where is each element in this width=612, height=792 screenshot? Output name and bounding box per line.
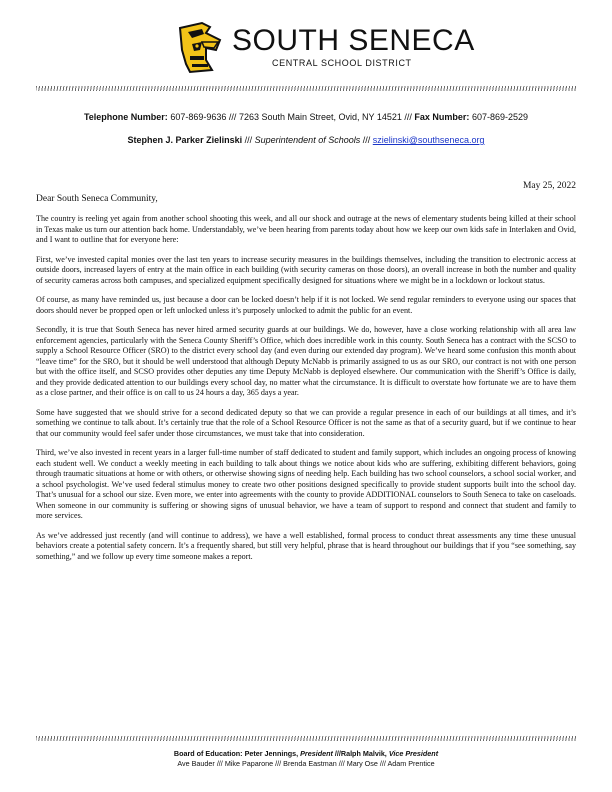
board-members-line	[0, 759, 612, 768]
president-title: President	[300, 749, 333, 758]
address: 7263 South Main Street, Ovid, NY 14521	[238, 112, 402, 122]
telephone-number: 607-869-9636	[170, 112, 227, 122]
board-label: Board of Education:	[173, 749, 243, 758]
letter-date: May 25, 2022	[522, 181, 576, 191]
separator: ///	[362, 135, 371, 145]
letter-body	[36, 214, 576, 571]
separator: ///	[275, 759, 282, 768]
letter-paragraph: First, we’ve invested capital monies over the last ten years to increase security measures in the buildings themselves, including the transition to electronic access at outside doors, increased layers of entry at the main office in each building (with security cameras on those doors), an overall increase in both the number and quality of security cameras across both campuses, and specialized equipment specifically designed for situations where we might be in a lockdown or lockout status.	[36, 254, 576, 285]
board-member: Mike Paparone	[224, 759, 274, 768]
superintendent-line	[0, 135, 612, 145]
separator: ///	[228, 112, 237, 122]
footer-divider	[36, 736, 576, 741]
letter-paragraph: Of course, as many have reminded us, just because a door can be locked doesn’t help if it is not locked. We send regular reminders to everyone using our spaces that doors should never be propped open or left unlocked unless it’s purposely unlocked to admit the public for an event.	[36, 295, 576, 315]
board-member: Brenda Eastman	[283, 759, 337, 768]
superintendent-email-link[interactable]: szielinski@southseneca.org	[372, 135, 485, 145]
fax-number: 607-869-2529	[471, 112, 529, 122]
vice-president-name: Ralph Malvik,	[340, 749, 387, 758]
district-subtitle: CENTRAL SCHOOL DISTRICT	[272, 58, 412, 68]
board-member: Ave Bauder	[177, 759, 215, 768]
superintendent-name: Stephen J. Parker Zielinski	[127, 135, 243, 145]
separator: ///	[404, 112, 412, 122]
telephone-label: Telephone Number:	[83, 112, 168, 122]
letter-paragraph: As we’ve addressed just recently (and will continue to address), we have a well established, formal process to conduct threat assessments any time these unusual behaviors create a potential safety concern. It’s a frequently shared, but still very helpful, phrase that is heard throughout our buildings that if you “see something, say something,” and we follow up every time someone makes a report.	[36, 530, 576, 561]
fax-label: Fax Number:	[414, 112, 470, 122]
district-name: SOUTH SENECA	[232, 24, 475, 57]
letter-greeting: Dear South Seneca Community,	[36, 194, 158, 204]
letter-paragraph: The country is reeling yet again from another school shooting this week, and all our shock and outrage at the news of elementary students being killed at their school in Texas make us turn our attention back home. Understandably, we’ve been hearing from parents today about how we keep our own kids safe in Interlaken and Ovid, and I want to outline that for everyone here:	[36, 214, 576, 244]
contact-line	[0, 112, 612, 122]
separator: ///	[379, 759, 386, 768]
separator: ///	[216, 759, 223, 768]
board-line	[0, 749, 612, 758]
board-member: Mary Ose	[346, 759, 378, 768]
letter-paragraph: Some have suggested that we should strive for a second dedicated deputy so that we can provide a regular presence in each of our buildings at all times, and it’s something we continue to talk about. It’s certainly true that the role of a School Resource Officer is not the same as that of a security guard, but if we continue to hear that our community would feel safer under those circumstances, we must take that into consideration.	[36, 407, 576, 438]
letter-paragraph: Third, we’ve also invested in recent years in a larger full-time number of staff dedicated to student and family support, which includes an ongoing process of knowing each student well. We conduct a weekly meeting in each building to talk about things we notice about kids who are suffering, exhibiting different behaviors, going through traumatic situations at home or with others, or otherwise showing signs of needing help. Each building has two school counselors, a school social worker, and a school psychologist. We’ve used federal stimulus money to create two other positions designed specifically to provide student supports built into the school day. That’s unusual for a school our size. Even more, we enter into agreements with the county to provide ADDITIONAL counselors to South Seneca to take on caseloads. When someone in our community is suffering or showing signs of unusual behavior, we have a team of support to respond and connect that student and family to more services.	[36, 448, 576, 520]
vice-president-title: Vice President	[388, 749, 439, 758]
board-member: Adam Prentice	[387, 759, 435, 768]
superintendent-title: Superintendent of Schools	[254, 135, 361, 145]
letter-paragraph: Secondly, it is true that South Seneca has never hired armed security guards at our buildings. We do, however, have a close working relationship with all area law enforcement agencies, particularly with the Seneca County Sheriff’s Office, which does incredible work in this county. South Seneca has a contract with the SCSO to supply a School Resource Officer (SRO) to the district every school day (and even during our extended day program). We’ve heard some confusion this month about “leave time” for the SRO, but it should be well understood that although Deputy McNabb is primarily assigned to us as our SRO, our contract is not with one person but with the office itself, and SCSO provides other deputies any time Deputy McNabb is deployed elsewhere. Our communication with the Sheriff’s Office is daily, and they provide dedicated attention to our buildings every school day, no matter what the circumstance. It is difficult to overstate how fortunate we are to have them as a close partner, and their office is on call to us 24 hours a day, 365 days a year.	[36, 325, 576, 397]
separator: ///	[244, 135, 253, 145]
separator: ///	[334, 749, 341, 758]
spartan-helmet-icon	[176, 20, 228, 75]
president-name: Peter Jennings,	[244, 749, 299, 758]
separator: ///	[338, 759, 345, 768]
header-divider	[36, 86, 576, 91]
